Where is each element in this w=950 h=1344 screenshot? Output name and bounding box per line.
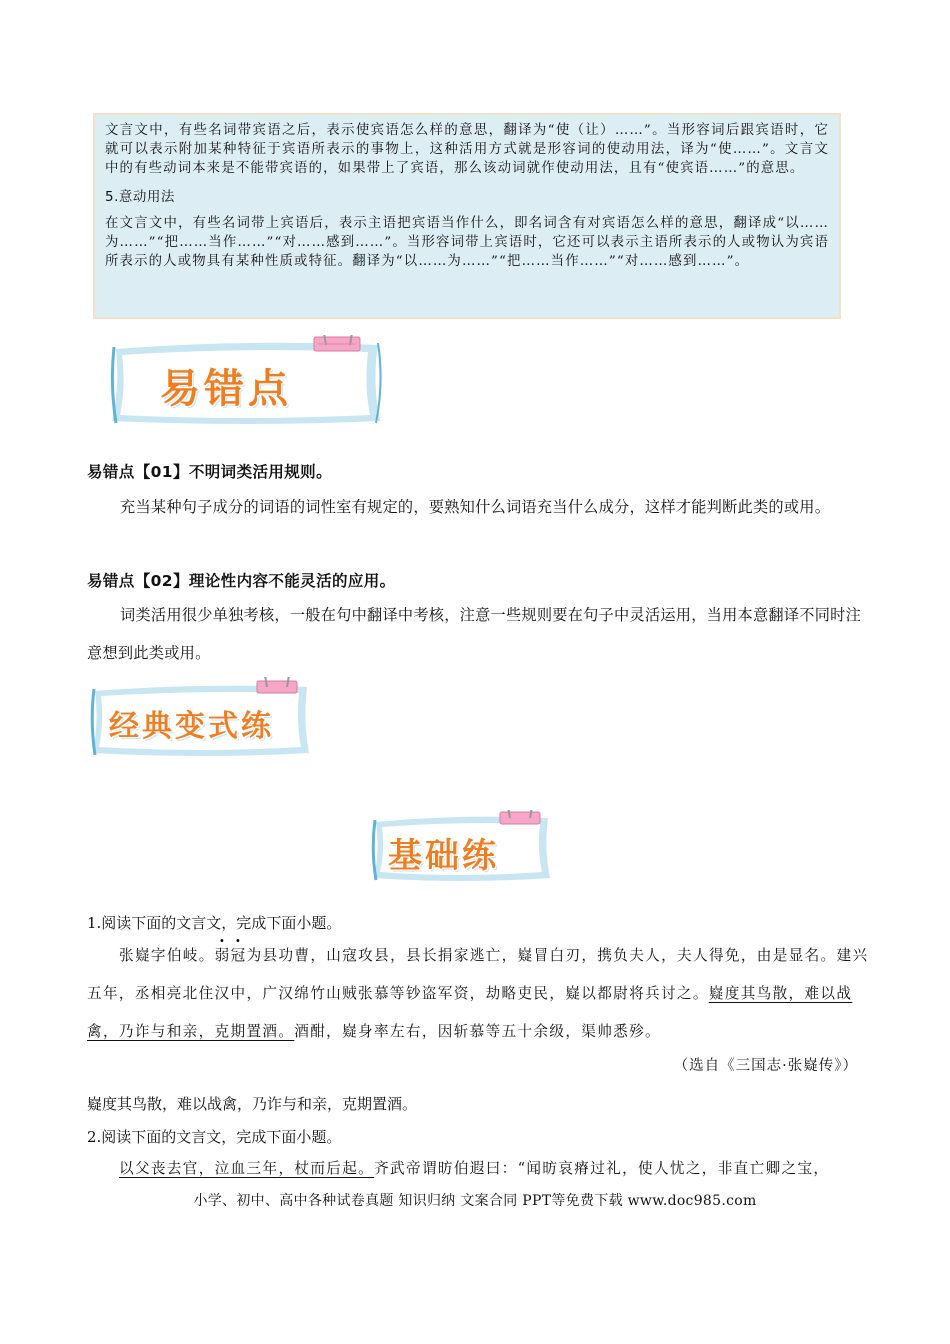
paper-clip-icon — [257, 677, 297, 693]
emphasis-dot-char: 冠 — [230, 947, 247, 964]
banner-basic-practice-label: 基础练 — [388, 836, 499, 876]
question-1-passage: 张嶷字伯岐。弱冠为县功曹，山寇攻县，县长捐家逃亡，嶷冒白刃，携负夫人，夫人得免，由是显名。建兴五年，丞相亮北住汉中，广汉绵竹山贼张慕等钞盗军资，劫略吏民，嶷以都尉将兵讨之。嶷度其鸟散，难以战禽，乃诈与和亲，克期置酒。酒酣，嶷身率左右，因斩慕等五十余级，渠帅悉殄。 — [87, 947, 869, 1040]
underlined-sentence: 以父丧去官，泣血三年，杖而后起。 — [119, 1160, 375, 1177]
question-1-source: （选自《三国志·张嶷传》） — [673, 1058, 858, 1074]
info-subheading-conative: 5.意动用法 — [105, 188, 175, 205]
banner-error-points — [106, 335, 384, 427]
info-paragraph-causative: 文言文中，有些名词带宾语之后，表示使宾语怎么样的意思，翻译为“使（让）……”。当形容词后跟宾语时，它就可以表示附加某种特征于宾语所表示的事物上，这种活用方式就是形容词的使动用法，译为“使……”。文言文中的有些动词本来是不能带宾语的，如果带上了宾语，那么该动词就作使动用法，且有“使宾语……”的意思。 — [105, 123, 829, 177]
info-paragraph-conative: 在文言文中，有些名词带上宾语后，表示主语把宾语当作什么，即名词含有对宾语怎么样的意思，翻译成“以……为……”“把……当作……”“对……感到……”。当形容词带上宾语时，它还可以表示主语所表示的人或物认为宾语所表示的人或物具有某种性质或特征。翻译为“以……为……”“把……当作……”“对……感到……”。 — [105, 215, 829, 270]
banner-error-points-label: 易错点 — [160, 366, 292, 412]
error-point-1-heading: 易错点【01】不明词类活用规则。 — [87, 463, 332, 481]
page-footer: 小学、初中、高中各种试卷真题 知识归纳 文案合同 PPT等免费下载 www.doc985.com — [193, 1193, 757, 1209]
question-1-prompt: 1.阅读下面的文言文，完成下面小题。 — [87, 914, 342, 932]
paper-clip-icon — [500, 810, 540, 824]
error-point-2-body: 词类活用很少单独考核，一般在句中翻译中考核，注意一些规则要在句子中灵活运用，当用本意翻译不同时注意想到此类或用。 — [87, 606, 861, 662]
question-1-translate-line: 嶷度其鸟散，难以战禽，乃诈与和亲，克期置酒。 — [87, 1095, 418, 1113]
banner-classic-practice-label: 经典变式练 — [109, 709, 274, 744]
underlined-sentence: 嶷度其鸟散，难以战禽，乃诈与和亲，克期置酒。 — [87, 985, 853, 1040]
error-point-2-heading: 易错点【02】理论性内容不能灵活的应用。 — [87, 572, 396, 590]
question-2-passage: 以父丧去官，泣血三年，杖而后起。齐武帝谓昉伯遐曰：“闻昉哀瘠过礼，使人忧之，非直亡卿之宝， — [119, 1160, 830, 1177]
error-point-1-body: 充当某种句子成分的词语的词性室有规定的，要熟知什么词语充当什么成分，这样才能判断此类的或用。 — [120, 498, 831, 516]
emphasis-dot-char: 弱 — [214, 947, 231, 964]
question-2-prompt: 2.阅读下面的文言文，完成下面小题。 — [87, 1128, 342, 1146]
paper-clip-icon — [314, 335, 360, 351]
banner-classic-practice — [89, 677, 313, 759]
info-box — [93, 113, 841, 319]
banner-basic-practice — [370, 810, 554, 884]
